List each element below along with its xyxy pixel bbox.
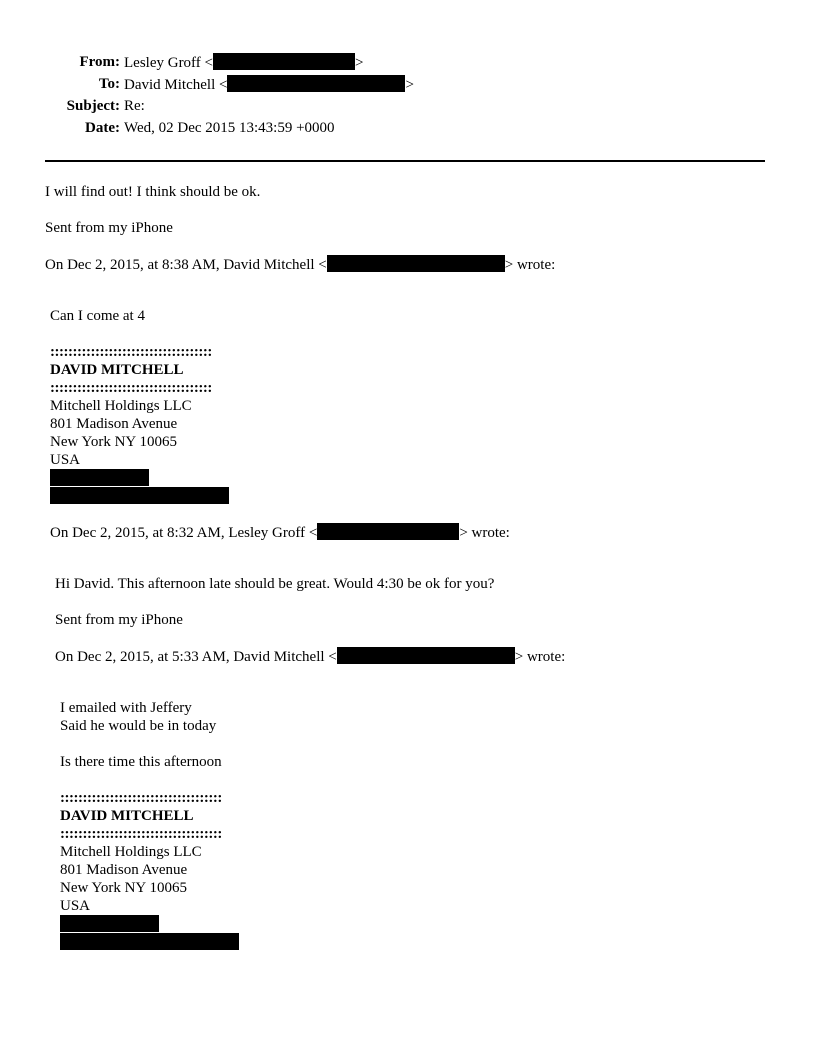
redaction-block xyxy=(327,255,505,272)
quote-header-2-intro: On Dec 2, 2015, at 8:32 AM, Lesley Groff < xyxy=(50,525,318,541)
signature-2-name: DAVID MITCHELL xyxy=(60,808,194,824)
signature-1-dots-top: :::::::::::::::::::::::::::::::::::: xyxy=(50,344,212,360)
to-label: To: xyxy=(98,76,120,92)
redaction-block xyxy=(227,75,405,92)
signature-1-dots-bottom: :::::::::::::::::::::::::::::::::::: xyxy=(50,380,212,396)
quote-header-3-wrote: > wrote: xyxy=(514,649,566,665)
to-close: > xyxy=(405,77,414,93)
to-name: David Mitchell < xyxy=(124,77,228,93)
quote-header-1-wrote: > wrote: xyxy=(504,257,556,273)
redaction-block xyxy=(337,647,515,664)
date-value: Wed, 02 Dec 2015 13:43:59 +0000 xyxy=(124,120,335,136)
signature-2-company: Mitchell Holdings LLC xyxy=(60,844,202,860)
redaction-block xyxy=(60,915,159,932)
quote-header-2-wrote: > wrote: xyxy=(459,525,510,541)
from-value xyxy=(124,53,363,72)
redaction-block xyxy=(213,53,355,70)
message-3-line-1: I emailed with Jeffery xyxy=(60,700,192,716)
redaction-block xyxy=(60,933,239,950)
signature-1-name: DAVID MITCHELL xyxy=(50,362,184,378)
signature-1-street: 801 Madison Avenue xyxy=(50,416,178,432)
subject-label: Subject: xyxy=(66,98,120,114)
quote-header-1 xyxy=(45,255,555,274)
message-3-line-2: Said he would be in today xyxy=(60,718,217,734)
redaction-block xyxy=(50,487,229,504)
quote-header-3 xyxy=(55,647,565,666)
signature-2-country: USA xyxy=(60,898,91,914)
message-3-line-3: Is there time this afternoon xyxy=(60,754,222,770)
reply-text: I will find out! I think should be ok. xyxy=(45,184,261,200)
message-2: Hi David. This afternoon late should be great. Would 4:30 be ok for you? xyxy=(55,576,495,592)
signature-1-city: New York NY 10065 xyxy=(50,434,177,450)
signature-1-country: USA xyxy=(50,452,81,468)
signature-1-company: Mitchell Holdings LLC xyxy=(50,398,192,414)
signature-2-dots-bottom: :::::::::::::::::::::::::::::::::::: xyxy=(60,826,222,842)
date-label: Date: xyxy=(85,120,120,136)
subject-value: Re: xyxy=(124,98,145,114)
message-1: Can I come at 4 xyxy=(50,308,145,324)
sent-from-iphone-1: Sent from my iPhone xyxy=(45,220,173,236)
sent-from-iphone-2: Sent from my iPhone xyxy=(55,612,183,628)
header-divider xyxy=(45,160,765,162)
from-close: > xyxy=(355,55,364,71)
redaction-block xyxy=(50,469,149,486)
quote-header-1-intro: On Dec 2, 2015, at 8:38 AM, David Mitchell < xyxy=(45,257,327,273)
signature-2-city: New York NY 10065 xyxy=(60,880,187,896)
from-name: Lesley Groff < xyxy=(124,55,213,71)
quote-header-2 xyxy=(50,523,510,542)
quote-header-3-intro: On Dec 2, 2015, at 5:33 AM, David Mitchell < xyxy=(55,649,337,665)
signature-2-dots-top: :::::::::::::::::::::::::::::::::::: xyxy=(60,790,222,806)
signature-2-street: 801 Madison Avenue xyxy=(60,862,188,878)
to-value xyxy=(124,75,414,94)
redaction-block xyxy=(317,523,459,540)
from-label: From: xyxy=(79,54,120,70)
